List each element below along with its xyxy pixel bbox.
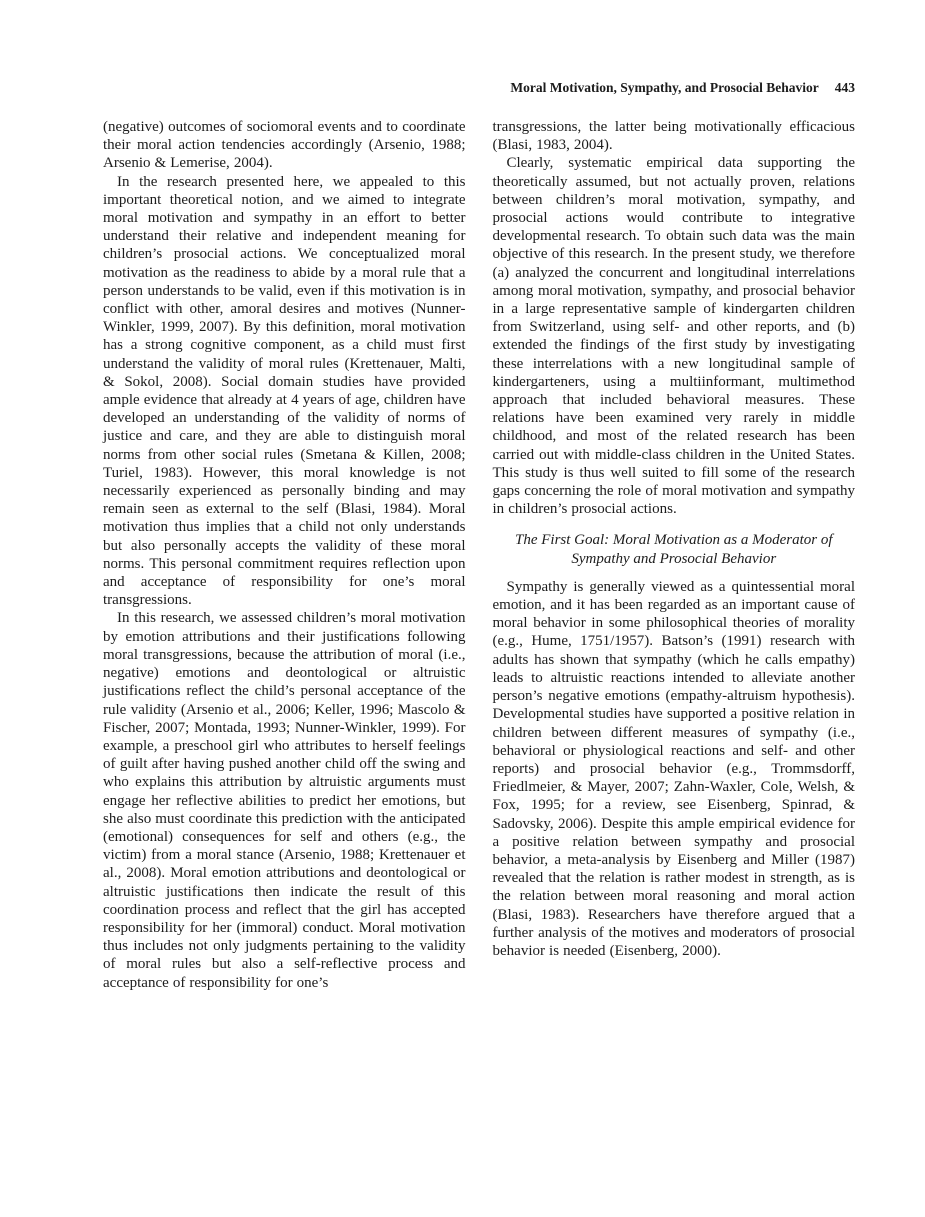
running-title: Moral Motivation, Sympathy, and Prosocial Behavior [510, 80, 819, 95]
left-column [103, 118, 466, 992]
page-number: 443 [834, 80, 855, 95]
paragraph-continuation: transgressions, the latter being motivationally efficacious (Blasi, 1983, 2004). [492, 119, 855, 154]
paragraph-continuation: (negative) outcomes of sociomoral events and to coordinate their moral action tendencies accordingly (Arsenio, 1988; Arsenio & Lemerise, 2004). [103, 119, 466, 172]
paragraph: Clearly, systematic empirical data supporting the theoretically assumed, but not actually proven, relations between children’s moral motivation, sympathy, and prosocial actions would contribute to integrative developmental research. To obtain such data was the main objective of this research. In the present study, we therefore (a) analyzed the concurrent and longitudinal interrelations among moral motivation, sympathy, and prosocial behavior in a large representative sample of kindergarten children from Switzerland, using self- and other reports, and (b) extended the findings of the first study by investigating these interrelations with a new longitudinal sample of kindergarteners, using a multiinformant, multimethod approach that included behavioral measures. These relations have been examined very rarely in middle childhood, and most of the related research has been carried out with middle-class children in the United States. This study is thus well suited to fill some of the research gaps concerning the role of moral motivation and sympathy in children’s prosocial actions. [492, 155, 855, 518]
paragraph: Sympathy is generally viewed as a quintessential moral emotion, and it has been regarded as an important cause of moral behavior in some philosophical theories of morality (e.g., Hume, 1751/1957). Batson’s (1991) research with adults has shown that sympathy (which he calls empathy) leads to altruistic reactions intended to alleviate another person’s negative emotions (empathy-altruism hypothesis). Developmental studies have supported a positive relation in children between different measures of sympathy (i.e., behavioral or physiological reactions and self- and other reports) and prosocial behavior (e.g., Trommsdorff, Friedlmeier, & Mayer, 2007; Zahn-Waxler, Cole, Welsh, & Fox, 1995; for a review, see Eisenberg, Spinrad, & Sadovsky, 2006). Despite this ample empirical evidence for a positive relation between sympathy and prosocial behavior, a meta-analysis by Eisenberg and Miller (1987) revealed that the relation is rather modest in strength, as is the relation between moral reasoning and moral action (Blasi, 1983). Researchers have therefore argued that a further analysis of the motives and moderators of prosocial behavior is needed (Eisenberg, 2000). [492, 578, 855, 959]
right-column [493, 118, 856, 992]
paragraph: In this research, we assessed children’s moral motivation by emotion attributions and their justifications following moral transgressions, because the attribution of moral (i.e., negative) emotions and deontological or altruistic justifications reflect the child’s personal acceptance of the rule validity (Arsenio et al., 2006; Keller, 1996; Mascolo & Fischer, 2007; Montada, 1993; Nunner-Winkler, 1999). For example, a preschool girl who attributes to herself feelings of guilt after having pushed another child off the swing and who explains this attribution by altruistic arguments must engage her reflective abilities to predict her emotions, but she also must coordinate this prediction with the anticipated (emotional) consequences for self and others (e.g., the victim) from a moral stance (Arsenio, 1988; Krettenauer et al., 2008). Moral emotion attributions and deontological or altruistic justifications then indicate the result of this coordination process and reflect that the girl has accepted responsibility for her (immoral) conduct. Moral motivation thus includes not only judgments pertaining to the validity of moral rules but also a self-reflective process and acceptance of responsibility for one’s [103, 610, 466, 991]
paragraph: In the research presented here, we appealed to this important theoretical notion, and we aimed to integrate moral motivation and sympathy in an effort to better understand their relative and independent meaning for children’s prosocial actions. We conceptualized moral motivation as the readiness to abide by a moral rule that a person understands to be valid, even if this motivation is in conflict with other, amoral desires and motives (Nunner-Winkler, 1999, 2007). By this definition, moral motivation has a strong cognitive component, as a child must first understand the validity of moral rules (Krettenauer, Malti, & Sokol, 2008). Social domain studies have provided ample evidence that already at 4 years of age, children have developed an understanding of the validity of norms of justice and care, and they are able to distinguish moral norms from other social rules (Smetana & Killen, 2008; Turiel, 1983). However, this moral knowledge is not necessarily experienced as personally binding and may remain seen as external to the self (Blasi, 1984). Moral motivation thus implies that a child not only understands but also personally accepts the validity of these moral norms. This personal commitment requires reflection upon and acceptance of responsibility for one’s moral transgressions. [103, 173, 466, 609]
two-column-body [103, 118, 855, 992]
section-heading: The First Goal: Moral Motivation as a Moderator of Sympathy and Prosocial Behavior [515, 532, 833, 567]
running-head [103, 80, 855, 96]
